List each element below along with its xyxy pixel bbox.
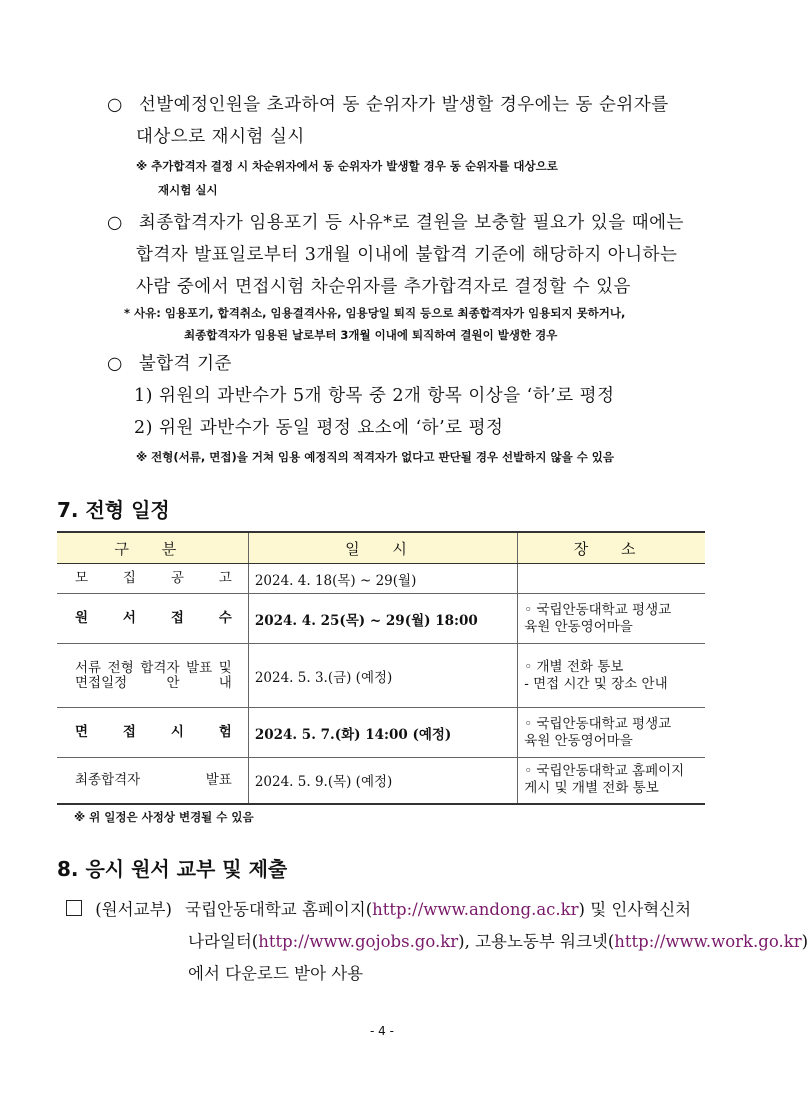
stage-cell: 면 접 시 험 (57, 708, 248, 758)
table-row (57, 708, 705, 758)
header-stage: 구 분 (57, 532, 248, 564)
date-cell: 2024. 4. 18(목) ~ 29(월) (248, 564, 517, 594)
note-1-line-2: 재시험 실시 (158, 183, 218, 197)
bullet-2-line-2: 합격자 발표일로부터 3개월 이내에 불합격 기준에 해당하지 아니하는 (136, 245, 678, 265)
schedule-note: ※ 위 일정은 사정상 변경될 수 있음 (74, 810, 254, 824)
note-3: ※ 전형(서류, 면접)을 거쳐 임용 예정직의 적격자가 없다고 판단될 경우 선발하지 않을 수 있음 (136, 450, 615, 464)
section-7-title: 7. 전형 일정 (57, 498, 170, 522)
checkbox-icon (66, 900, 82, 916)
place-cell: ◦ 국립안동대학교 평생교 육원 안동영어마을 (518, 708, 705, 758)
distribution-text: 나라일터( (188, 932, 259, 951)
table-row (57, 644, 705, 708)
page-number: - 4 - (370, 1024, 394, 1038)
date-cell: 2024. 5. 9.(목) (예정) (248, 758, 517, 804)
place-cell: ◦ 개별 전화 통보 - 면접 시간 및 장소 안내 (518, 644, 705, 708)
bullet-3 (107, 350, 232, 375)
bullet-3-line-1: 불합격 기준 (138, 354, 232, 374)
bullet-marker: ○ (107, 213, 123, 233)
stage-cell: 모 집 공 고 (57, 564, 248, 594)
stage-cell: 최종합격자 발표 (57, 758, 248, 804)
note-2-line-1: * 사유: 임용포기, 합격취소, 임용결격사유, 임용당일 퇴직 등으로 최종합격자가 임용되지 못하거나, (124, 306, 626, 320)
bullet-1-line-1: 선발예정인원을 초과하여 동 순위자가 발생할 경우에는 동 순위자를 (138, 95, 669, 115)
distribution-text: 국립안동대학교 홈페이지( (185, 900, 373, 919)
bullet-2-line-3: 사람 중에서 면접시험 차순위자를 추가합격자로 결정할 수 있음 (136, 277, 631, 297)
distribution-line-1 (66, 896, 691, 920)
fail-criterion-1: 1) 위원의 과반수가 5개 항목 중 2개 항목 이상을 ‘하’로 평정 (134, 386, 615, 406)
stage-cell: 원 서 접 수 (57, 594, 248, 644)
distribution-text: ) 및 인사혁신처 (578, 900, 692, 919)
bullet-2 (107, 209, 684, 234)
gojobs-url-link[interactable]: http://www.gojobs.go.kr (258, 932, 459, 951)
fail-criterion-2: 2) 위원 과반수가 동일 평정 요소에 ‘하’로 평정 (134, 418, 504, 438)
date-cell: 2024. 5. 7.(화) 14:00 (예정) (248, 708, 517, 758)
distribution-text: ) (801, 932, 808, 951)
distribution-line-3: 에서 다운로드 받아 사용 (188, 964, 364, 983)
table-row (57, 564, 705, 594)
bullet-marker: ○ (107, 354, 123, 374)
andong-url-link[interactable]: http://www.andong.ac.kr (372, 900, 579, 919)
date-cell: 2024. 4. 25(목) ~ 29(월) 18:00 (248, 594, 517, 644)
header-datetime: 일 시 (248, 532, 517, 564)
table-row (57, 758, 705, 804)
section-8-title: 8. 응시 원서 교부 및 제출 (57, 857, 288, 881)
bullet-1 (107, 91, 669, 116)
place-cell (518, 564, 705, 594)
table-row (57, 594, 705, 644)
bullet-1-line-2: 대상으로 재시험 실시 (136, 127, 305, 147)
note-1-line-1: ※ 추가합격자 결정 시 차순위자에서 동 순위자가 발생할 경우 동 순위자를 대상으로 (136, 159, 558, 173)
place-cell: ◦ 국립안동대학교 홈페이지 게시 및 개별 전화 통보 (518, 758, 705, 804)
distribution-line-2 (188, 928, 808, 952)
header-place: 장 소 (518, 532, 705, 564)
distribution-text: ), 고용노동부 워크넷( (458, 932, 615, 951)
worknet-url-link[interactable]: http://www.work.go.kr (614, 932, 802, 951)
place-cell: ◦ 국립안동대학교 평생교 육원 안동영어마을 (518, 594, 705, 644)
date-cell: 2024. 5. 3.(금) (예정) (248, 644, 517, 708)
schedule-table (57, 531, 705, 805)
stage-cell: 서류 전형 합격자 발표 및 면접일정 안 내 (57, 644, 248, 708)
bullet-marker: ○ (107, 95, 123, 115)
table-header-row (57, 532, 705, 564)
distribution-label: (원서교부) (95, 900, 172, 919)
bullet-2-line-1: 최종합격자가 임용포기 등 사유*로 결원을 보충할 필요가 있을 때에는 (138, 213, 684, 233)
note-2-line-2: 최종합격자가 임용된 날로부터 3개월 이내에 퇴직하여 결원이 발생한 경우 (184, 328, 558, 342)
